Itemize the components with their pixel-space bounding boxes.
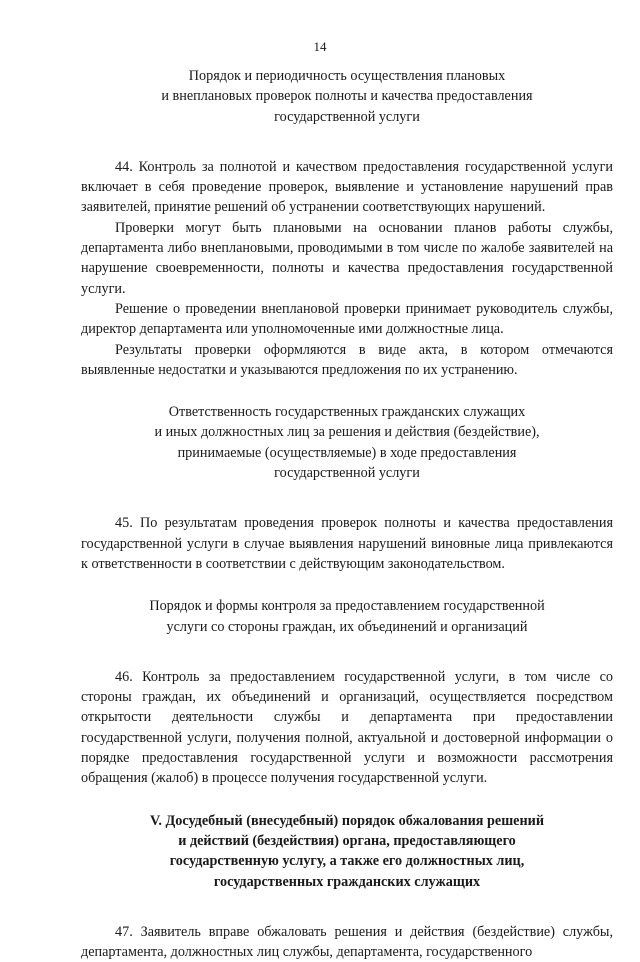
- paragraph: Решение о проведении внеплановой проверки принимает руководитель службы, директор департамента или уполномоченные ими должностные лица.: [81, 300, 613, 338]
- heading-line: V. Досудебный (внесудебный) порядок обжалования решений: [150, 812, 544, 829]
- paragraph-44: 44. Контроль за полнотой и качеством предоставления государственной услуги включает в себя проведение проверок, выявление и установление нарушений прав заявителей, принятие решений об устранении соответствующих нарушений.: [81, 158, 613, 216]
- heading-line: и иных должностных лиц за решения и действия (бездействие),: [154, 424, 540, 441]
- paragraph: Проверки могут быть плановыми на основании планов работы службы, департамента либо внеплановыми, проводимыми в том числе по жалобе заявителей на нарушение своевременности, полноты и качества предоставления государственной услуги.: [81, 219, 613, 297]
- section-heading-responsibility: [81, 402, 613, 483]
- document-body: [81, 66, 613, 962]
- heading-line: государственных гражданских служащих: [213, 873, 481, 890]
- heading-line: услуги со стороны граждан, их объединений и организаций: [166, 618, 528, 635]
- section-heading-public-control: [81, 596, 613, 637]
- page-number: 14: [313, 39, 327, 54]
- heading-line: и действий (бездействия) органа, предоставляющего: [178, 832, 516, 849]
- heading-line: Ответственность государственных гражданских служащих: [168, 404, 526, 421]
- heading-line: государственной услуги: [274, 465, 420, 482]
- heading-line: государственной услуги: [274, 108, 420, 125]
- paragraph-47: 47. Заявитель вправе обжаловать решения и действия (бездействие) службы, департамента, должностных лиц службы, департамента, государственного: [81, 923, 613, 961]
- heading-line: и внеплановых проверок полноты и качества предоставления: [161, 88, 533, 105]
- heading-line: Порядок и периодичность осуществления плановых: [188, 68, 506, 84]
- paragraph-46: 46. Контроль за предоставлением государственной услуги, в том числе со стороны граждан, их объединений и организаций, осуществляется посредством открытости деятельности службы и департамента при предоставлении государственной услуги, получения полной, актуальной и достоверной информации о порядке предоставления государственной услуги и возможности рассмотрения обращения (жалоб) в процессе получения государственной услуги.: [81, 668, 613, 787]
- paragraph-45: 45. По результатам проведения проверок полноты и качества предоставления государственной услуги в случае выявления нарушений виновные лица привлекаются к ответственности в соответствии с действующим законодательством.: [81, 515, 613, 572]
- heading-line: Порядок и формы контроля за предоставлением государственной: [149, 598, 545, 615]
- section-heading-inspections: [81, 66, 613, 127]
- paragraph: Результаты проверки оформляются в виде акта, в котором отмечаются выявленные недостатки и указываются предложения по их устранению.: [81, 341, 613, 378]
- heading-line: государственную услугу, а также его должностных лиц,: [169, 853, 525, 870]
- section-heading-appeal: [81, 811, 613, 892]
- heading-line: принимаемые (осуществляемые) в ходе предоставления: [177, 444, 517, 461]
